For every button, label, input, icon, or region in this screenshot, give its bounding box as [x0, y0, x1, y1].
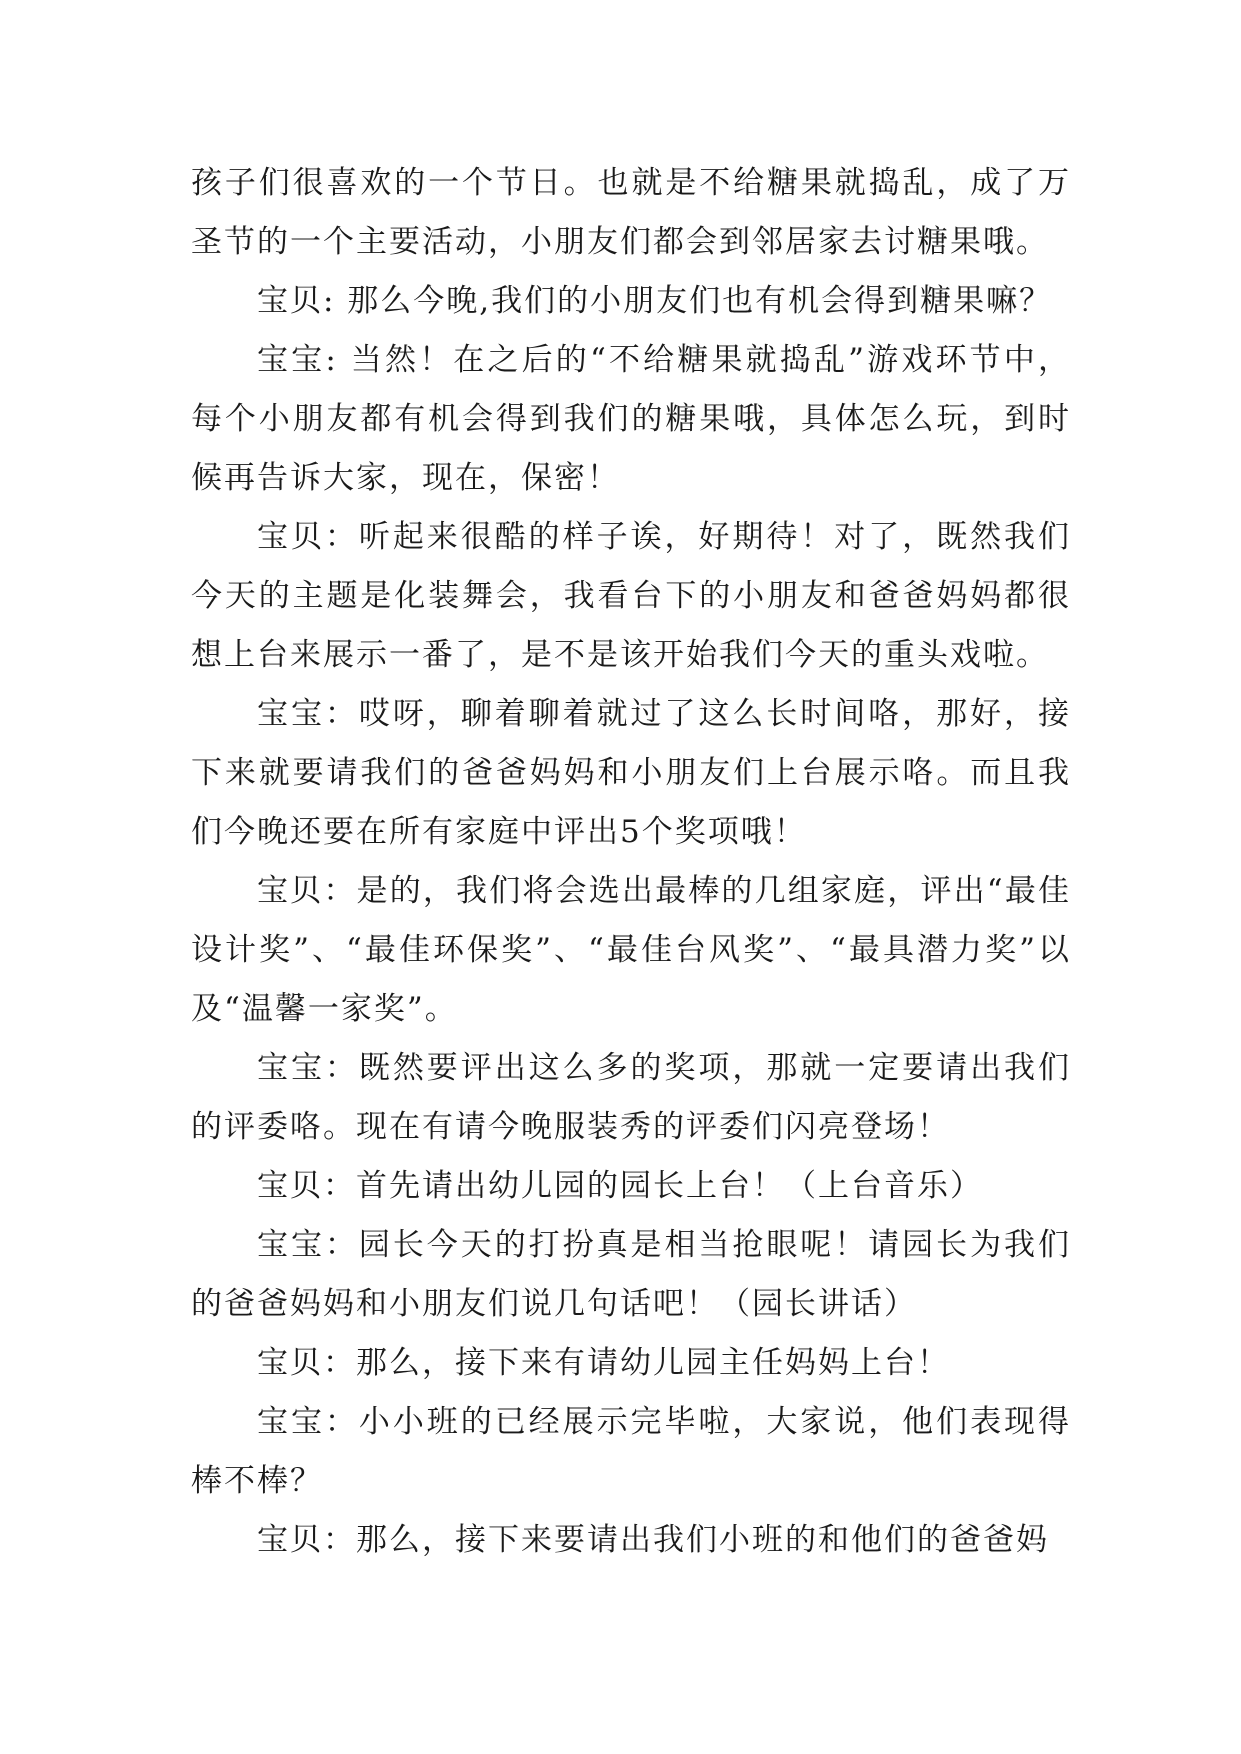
paragraph-dialogue: 宝宝: 当然！在之后的“不给糖果就捣乱”游戏环节中，每个小朋友都有机会得到我们的糖果哦，具体怎么玩，到时候再告诉大家，现在，保密！	[191, 342, 1071, 496]
paragraph-dialogue: 宝贝：那么，接下来要请出我们小班的和他们的爸爸妈	[257, 1522, 1049, 1558]
paragraph-dialogue: 宝宝：小小班的已经展示完毕啦，大家说，他们表现得棒不棒？	[191, 1404, 1071, 1499]
paragraph-dialogue: 宝贝：首先请出幼儿园的园长上台！（上台音乐）	[257, 1168, 983, 1204]
paragraph-dialogue: 宝贝: 那么今晚,我们的小朋友们也有机会得到糖果嘛？	[257, 283, 1053, 319]
paragraph-dialogue: 宝贝：是的，我们将会选出最棒的几组家庭，评出“最佳设计奖”、“最佳环保奖”、“最佳台风奖”、“最具潜力奖”以及“温馨一家奖”。	[191, 873, 1071, 1027]
paragraph-dialogue: 宝贝：那么，接下来有请幼儿园主任妈妈上台！	[257, 1345, 950, 1381]
document-body	[191, 154, 1071, 1570]
paragraph-continuation: 孩子们很喜欢的一个节日。也就是不给糖果就捣乱，成了万圣节的一个主要活动，小朋友们都会到邻居家去讨糖果哦。	[191, 165, 1071, 260]
paragraph-dialogue: 宝贝：听起来很酷的样子诶，好期待！对了，既然我们今天的主题是化装舞会，我看台下的小朋友和爸爸妈妈都很想上台来展示一番了，是不是该开始我们今天的重头戏啦。	[191, 519, 1071, 673]
paragraph-dialogue: 宝宝：既然要评出这么多的奖项，那就一定要请出我们的评委咯。现在有请今晚服装秀的评委们闪亮登场！	[191, 1050, 1071, 1145]
paragraph-dialogue: 宝宝：哎呀，聊着聊着就过了这么长时间咯，那好，接下来就要请我们的爸爸妈妈和小朋友们上台展示咯。而且我们今晚还要在所有家庭中评出5个奖项哦！	[191, 696, 1071, 850]
paragraph-dialogue: 宝宝：园长今天的打扮真是相当抢眼呢！请园长为我们的爸爸妈妈和小朋友们说几句话吧！（园长讲话）	[191, 1227, 1071, 1322]
